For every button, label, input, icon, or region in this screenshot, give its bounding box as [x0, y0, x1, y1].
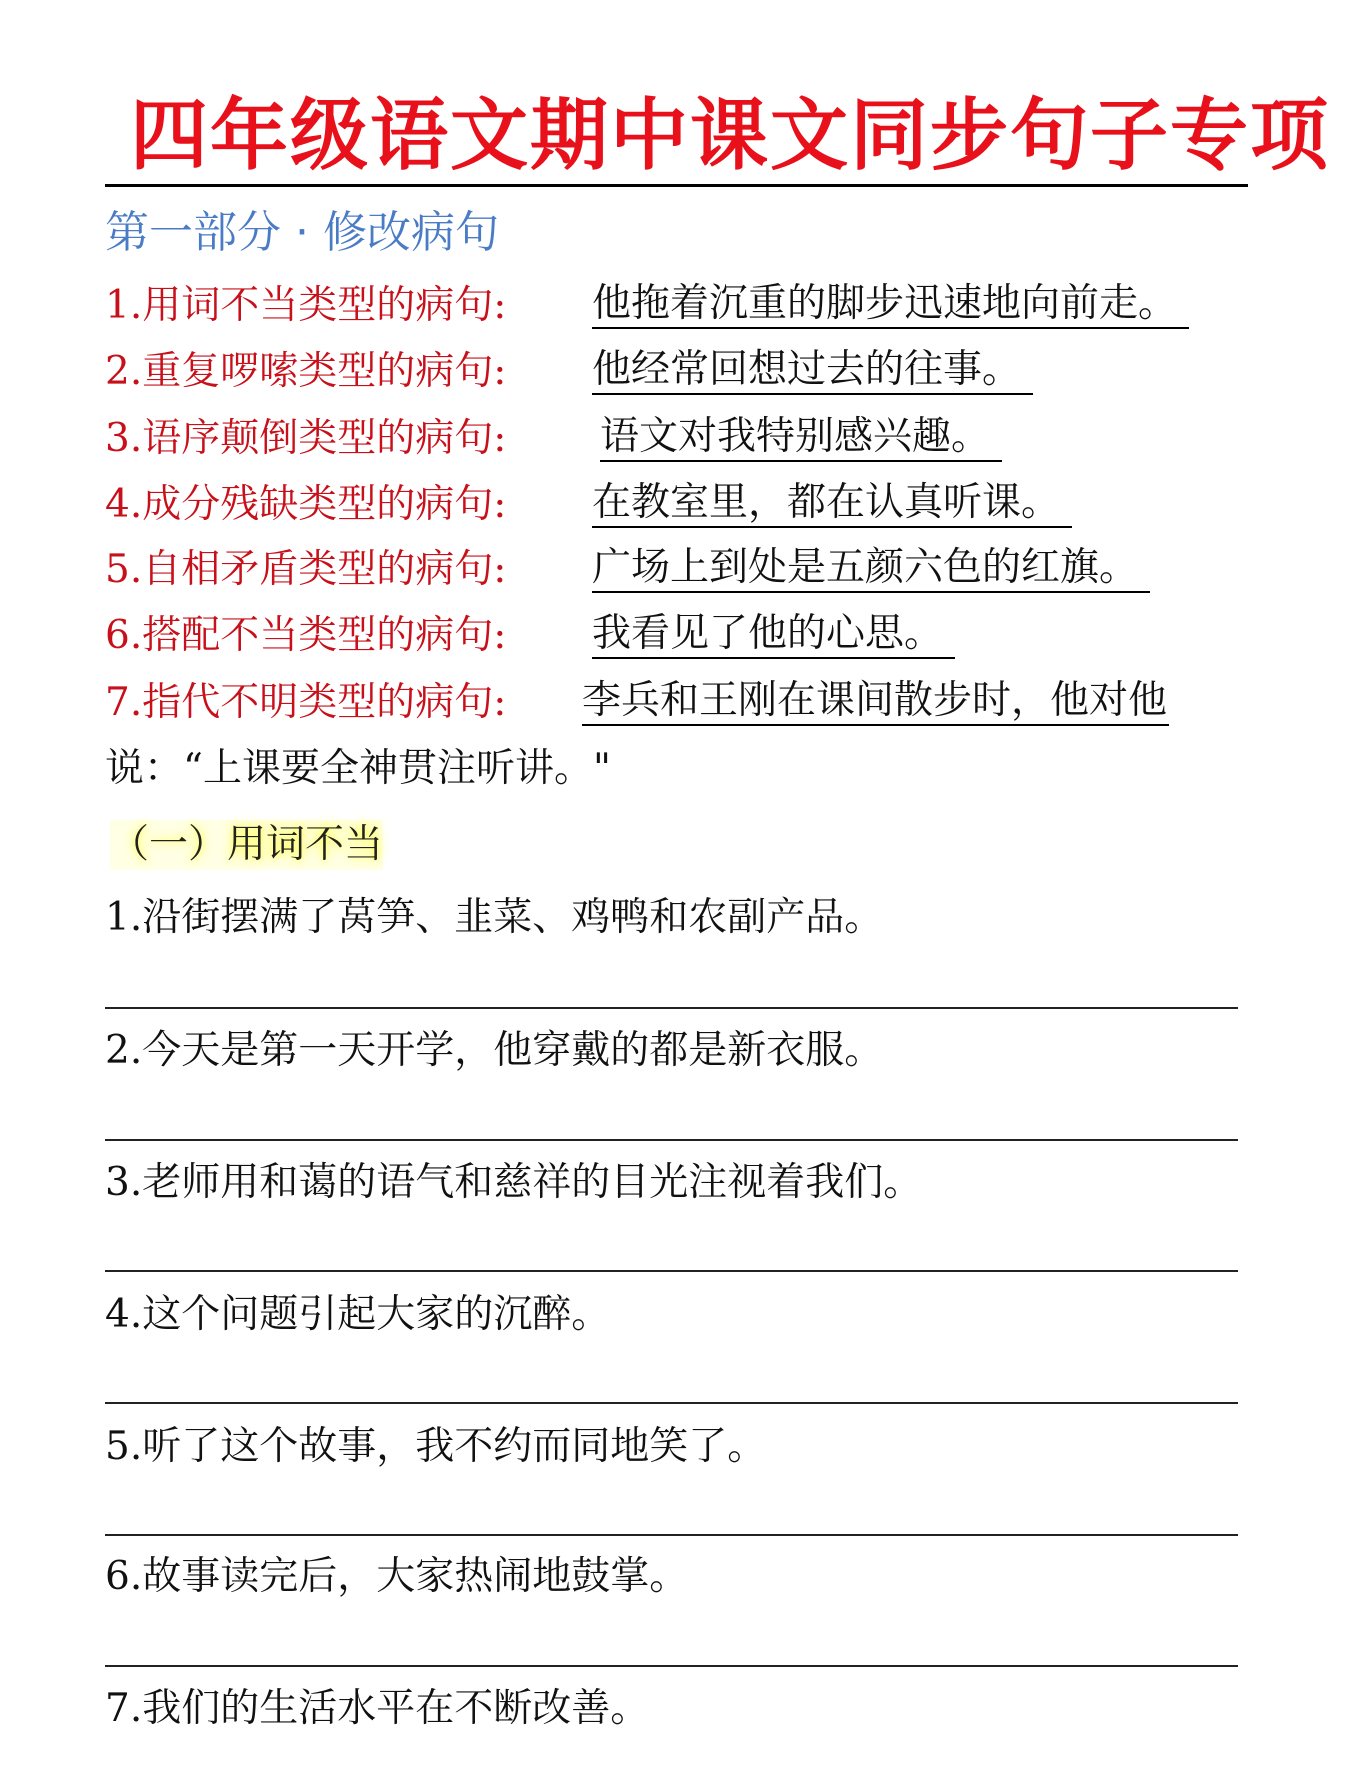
question: 2.今天是第一天开学，他穿戴的都是新衣服。: [105, 1028, 884, 1073]
answer-line[interactable]: [105, 1007, 1238, 1009]
page-title: 四年级语文期中课文同步句子专项: [130, 91, 1331, 181]
type-label: 2.重复啰嗦类型的病句:: [105, 349, 507, 394]
type-example: 我看见了他的心思。: [592, 611, 955, 659]
answer-line[interactable]: [105, 1139, 1238, 1141]
question: 5.听了这个故事，我不约而同地笑了。: [105, 1424, 767, 1469]
type-label: 4.成分残缺类型的病句:: [105, 482, 507, 527]
question: 6.故事读完后，大家热闹地鼓掌。: [105, 1554, 689, 1599]
answer-line[interactable]: [105, 1402, 1238, 1404]
type-label: 6.搭配不当类型的病句:: [105, 613, 507, 658]
type-label: 3.语序颠倒类型的病句:: [105, 416, 507, 461]
type-label: 7.指代不明类型的病句:: [105, 680, 507, 725]
type-example: 他拖着沉重的脚步迅速地向前走。: [592, 281, 1189, 329]
type-label: 1.用词不当类型的病句:: [105, 283, 507, 328]
section-heading: 第一部分 · 修改病句: [105, 207, 499, 258]
type-example: 广场上到处是五颜六色的红旗。: [592, 545, 1150, 593]
subsection-heading: （一）用词不当: [110, 820, 383, 870]
type-label: 5.自相矛盾类型的病句:: [105, 547, 507, 592]
type-example: 在教室里，都在认真听课。: [592, 480, 1072, 528]
question: 7.我们的生活水平在不断改善。: [105, 1686, 650, 1731]
type-example-continuation: 说：“上课要全神贯注听讲。": [105, 746, 611, 791]
type-example: 语文对我特别感兴趣。: [600, 414, 1002, 462]
question: 3.老师用和蔼的语气和慈祥的目光注视着我们。: [105, 1160, 923, 1205]
type-example: 李兵和王刚在课间散步时，他对他: [582, 678, 1169, 726]
question: 4.这个问题引起大家的沉醉。: [105, 1292, 611, 1337]
answer-line[interactable]: [105, 1270, 1238, 1272]
answer-line[interactable]: [105, 1665, 1238, 1667]
answer-line[interactable]: [105, 1534, 1238, 1536]
type-example: 他经常回想过去的往事。: [592, 347, 1033, 395]
question: 1.沿街摆满了莴笋、韭菜、鸡鸭和农副产品。: [105, 895, 884, 940]
title-divider: [105, 184, 1248, 187]
